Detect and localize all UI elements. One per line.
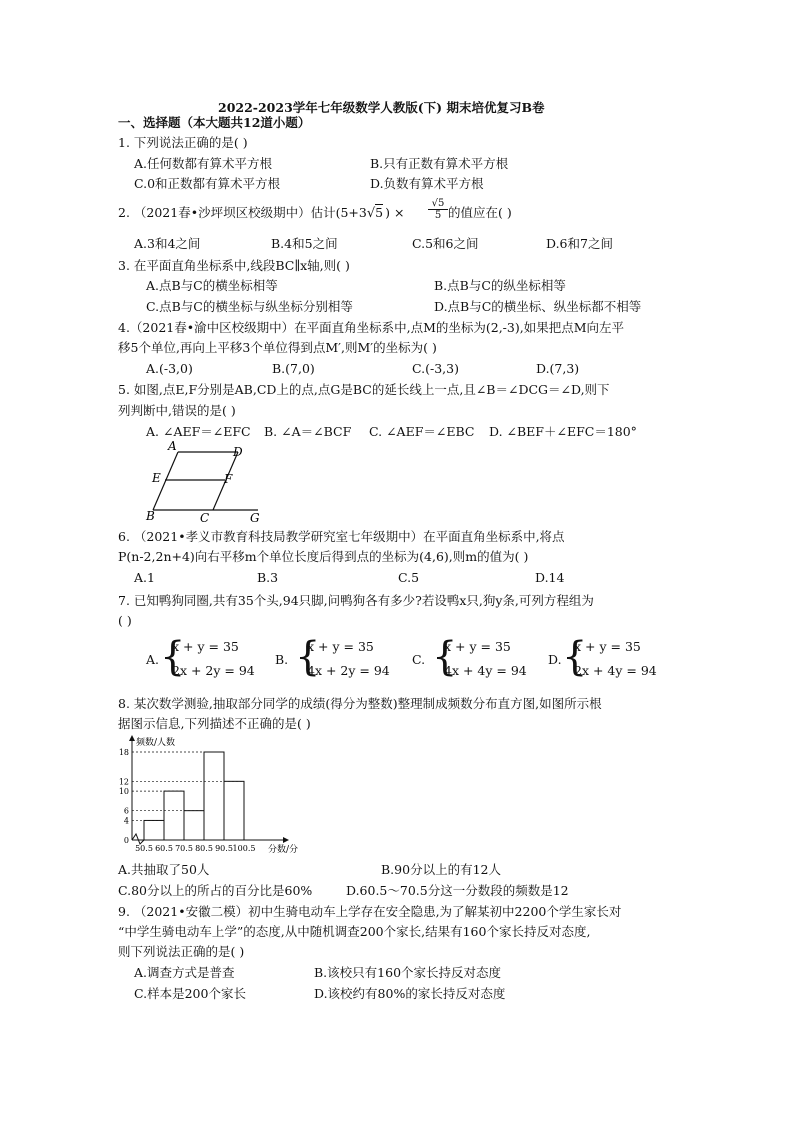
q5-option-a[interactable]: A. ∠AEF＝∠EFC xyxy=(146,424,251,439)
point-label-a: A xyxy=(168,440,177,453)
q4-option-b[interactable]: B.(7,0) xyxy=(272,361,315,376)
x-tick-label: 80.5 xyxy=(195,844,213,853)
point-label-g: G xyxy=(250,511,260,525)
histogram-bar xyxy=(224,781,244,840)
q2-fraction-denominator: 5 xyxy=(428,209,448,221)
q2-fraction xyxy=(428,198,448,221)
q8-stem-line2: 据图示信息,下列描述不正确的是( ) xyxy=(118,716,311,731)
x-tick-label: 100.5 xyxy=(232,844,256,853)
q2-stem-mid: ) × xyxy=(385,205,405,220)
q6-option-b[interactable]: B.3 xyxy=(257,570,279,585)
point-label-e: E xyxy=(152,471,161,485)
point-label-c: C xyxy=(200,511,210,525)
axis-break-icon xyxy=(132,834,144,844)
q3-option-a[interactable]: A.点B与C的横坐标相等 xyxy=(146,278,278,293)
q1-option-c[interactable]: C.0和正数都有算术平方根 xyxy=(134,176,281,191)
q2-option-c[interactable]: C.5和6之间 xyxy=(412,236,479,251)
histogram-bar xyxy=(144,820,164,840)
q2-stem-pre: 2. （2021春•沙坪坝区校级期中）估计(5+3 xyxy=(118,205,367,220)
q7-option-a-label: A. xyxy=(146,652,160,667)
point-label-f: F xyxy=(224,472,233,486)
q7-stem-line2: ( ) xyxy=(118,613,132,628)
y-tick-label: 4 xyxy=(123,816,129,826)
q2-radicand: 5 xyxy=(375,205,384,220)
x-tick-label: 70.5 xyxy=(175,844,193,853)
q1-option-b[interactable]: B.只有正数有算术平方根 xyxy=(370,156,509,171)
x-tick-label: 50.5 xyxy=(135,844,153,853)
q5-option-b[interactable]: B. ∠A＝∠BCF xyxy=(264,424,352,439)
q7-option-c-label: C. xyxy=(412,652,426,667)
q5-stem-line1: 5. 如图,点E,F分别是AB,CD上的点,点G是BC的延长线上一点,且∠B＝∠DCG＝∠D,则下 xyxy=(118,382,610,397)
q1-option-d[interactable]: D.负数有算术平方根 xyxy=(370,176,484,191)
q2-fraction-numerator: √5 xyxy=(431,198,445,209)
x-axis-label: 分数/分 xyxy=(268,845,299,855)
q3-option-b[interactable]: B.点B与C的纵坐标相等 xyxy=(434,278,566,293)
q6-stem-line2: P(n-2,2n+4)向右平移m个单位长度后得到点的坐标为(4,6),则m的值为( ) xyxy=(118,549,529,564)
q6-option-a[interactable]: A.1 xyxy=(134,570,155,585)
q7-option-b-eq1: x + y = 35 xyxy=(307,639,374,654)
q1-option-a[interactable]: A.任何数都有算术平方根 xyxy=(134,156,273,171)
left-brace-icon: { xyxy=(432,634,458,680)
q7-option-d-label: D. xyxy=(548,652,562,667)
section-heading: 一、选择题（本大题共12道小题） xyxy=(118,115,311,130)
q8-frequency-histogram xyxy=(116,732,306,856)
y-tick-label: 10 xyxy=(118,787,129,797)
q8-option-a[interactable]: A.共抽取了50人 xyxy=(118,862,210,877)
q3-stem: 3. 在平面直角坐标系中,线段BC∥x轴,则( ) xyxy=(118,258,350,273)
q7-option-c-eq2: 4x + 4y = 94 xyxy=(444,663,527,678)
q2-stem-post: 的值应在( ) xyxy=(448,205,512,220)
q9-stem-line2: “中学生骑电动车上学”的态度,从中随机调查200个家长,结果有160个家长持反对态度, xyxy=(118,924,591,939)
q2-option-b[interactable]: B.4和5之间 xyxy=(271,236,338,251)
q2-option-a[interactable]: A.3和4之间 xyxy=(134,236,201,251)
y-tick-label: 6 xyxy=(123,806,129,816)
q3-option-c[interactable]: C.点B与C的横坐标与纵坐标分别相等 xyxy=(146,299,353,314)
left-brace-icon: { xyxy=(160,634,186,680)
q4-option-a[interactable]: A.(-3,0) xyxy=(146,361,193,376)
q7-stem-line1: 7. 已知鸭狗同圈,共有35个头,94只脚,问鸭狗各有多少?若设鸭x只,狗y条,可列方程组为 xyxy=(118,593,594,608)
q6-option-d[interactable]: D.14 xyxy=(535,570,565,585)
q7-option-a-eq2: 2x + 2y = 94 xyxy=(172,663,255,678)
q8-option-d[interactable]: D.60.5～70.5分这一分数段的频数是12 xyxy=(346,883,569,898)
histogram-bar xyxy=(184,811,204,840)
y-tick-label: 18 xyxy=(118,748,129,757)
q4-option-c[interactable]: C.(-3,3) xyxy=(412,361,459,376)
q8-option-b[interactable]: B.90分以上的有12人 xyxy=(381,862,501,877)
q4-option-d[interactable]: D.(7,3) xyxy=(536,361,580,376)
q7-option-b-eq2: 4x + 2y = 94 xyxy=(307,663,390,678)
left-brace-icon: { xyxy=(295,634,321,680)
point-label-b: B xyxy=(146,509,155,523)
histogram-bar xyxy=(204,752,224,840)
y-axis-label: 频数/人数 xyxy=(136,738,176,748)
histogram-bar xyxy=(164,791,184,840)
q3-option-d[interactable]: D.点B与C的横坐标、纵坐标都不相等 xyxy=(434,299,642,314)
q8-option-c[interactable]: C.80分以上的所占的百分比是60% xyxy=(118,883,313,898)
q6-option-c[interactable]: C.5 xyxy=(398,570,420,585)
q9-option-b[interactable]: B.该校只有160个家长持反对态度 xyxy=(314,965,502,980)
q6-stem-line1: 6. （2021•孝义市教育科技局教学研究室七年级期中）在平面直角坐标系中,将点 xyxy=(118,529,565,544)
q7-option-c-eq1: x + y = 35 xyxy=(444,639,511,654)
q5-option-d[interactable]: D. ∠BEF＋∠EFC＝180° xyxy=(489,424,637,439)
q7-option-a-eq1: x + y = 35 xyxy=(172,639,239,654)
q1-stem: 1. 下列说法正确的是( ) xyxy=(118,135,248,150)
q9-stem-line1: 9. （2021•安徽二模）初中生骑电动车上学存在安全隐患,为了解某初中2200个学生家长对 xyxy=(118,904,622,919)
q9-stem-line3: 则下列说法正确的是( ) xyxy=(118,944,245,959)
q4-stem-line1: 4.（2021春•渝中区校级期中）在平面直角坐标系中,点M的坐标为(2,-3),如果把点M向左平 xyxy=(118,320,625,335)
y-tick-label: 12 xyxy=(118,777,129,787)
x-tick-label: 90.5 xyxy=(215,844,233,853)
q5-stem-line2: 列判断中,错误的是( ) xyxy=(118,403,236,418)
y-tick-label: 0 xyxy=(123,836,129,845)
q9-option-a[interactable]: A.调查方式是普查 xyxy=(134,965,235,980)
q9-option-c[interactable]: C.样本是200个家长 xyxy=(134,986,246,1001)
q5-parallelogram-figure xyxy=(140,440,270,526)
q5-option-c[interactable]: C. ∠AEF＝∠EBC xyxy=(369,424,475,439)
q2-stem xyxy=(118,205,404,222)
left-brace-icon: { xyxy=(562,634,588,680)
q7-option-d-eq1: x + y = 35 xyxy=(574,639,641,654)
x-tick-label: 60.5 xyxy=(155,844,173,853)
page-title: 2022-2023学年七年级数学人教版(下) 期末培优复习B卷 xyxy=(218,100,545,115)
q2-option-d[interactable]: D.6和7之间 xyxy=(546,236,613,251)
q4-stem-line2: 移5个单位,再向上平移3个单位得到点M′,则M′的坐标为( ) xyxy=(118,340,437,355)
q7-option-d-eq2: 2x + 4y = 94 xyxy=(574,663,657,678)
q7-option-b-label: B. xyxy=(275,652,289,667)
q8-stem-line1: 8. 某次数学测验,抽取部分同学的成绩(得分为整数)整理制成频数分布直方图,如图所示根 xyxy=(118,696,602,711)
point-label-d: D xyxy=(233,445,243,459)
q9-option-d[interactable]: D.该校约有80%的家长持反对态度 xyxy=(314,986,506,1001)
sqrt-icon: √ xyxy=(366,206,376,221)
